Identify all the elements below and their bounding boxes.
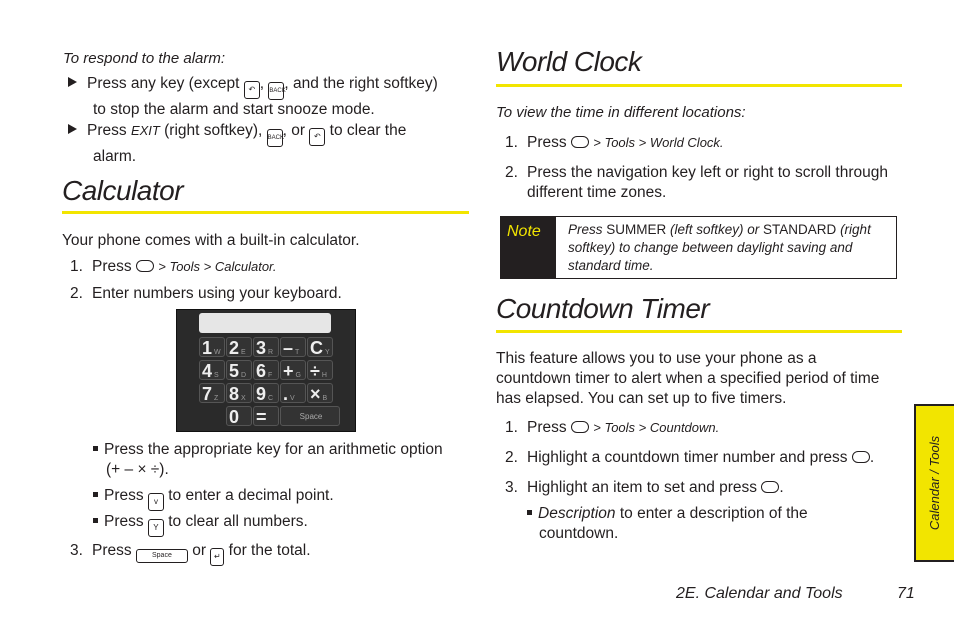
calc-key: 3 R	[253, 337, 279, 357]
y-key-icon: Y	[148, 519, 164, 537]
calc-key: ÷ H	[307, 360, 333, 380]
calc-step-2: 2. Enter numbers using your keyboard.	[70, 285, 342, 302]
calc-key: 9 C	[253, 383, 279, 403]
space-key-icon: Space	[136, 549, 188, 563]
page-number: 71	[897, 585, 915, 602]
footer-section: 2E. Calendar and Tools	[676, 585, 843, 602]
menu-key-icon	[761, 481, 779, 493]
calc-key: 2 E	[226, 337, 252, 357]
calc-bullet-3: Press Y to clear all numbers.	[93, 512, 308, 537]
heading-rule	[496, 330, 902, 333]
enter-key-icon: ↵	[210, 548, 224, 566]
menu-key-icon	[571, 136, 589, 148]
calc-key: C Y	[307, 337, 333, 357]
section-side-tab: Calendar / Tools	[914, 404, 954, 562]
calculator-display	[199, 313, 331, 333]
square-bullet-icon	[93, 518, 98, 523]
back-key-icon: BACK	[267, 129, 283, 147]
calc-key: 8 X	[226, 383, 252, 403]
calc-bullet-1: Press the appropriate key for an arithmetic option (+ – × ÷).	[93, 440, 473, 480]
world-clock-intro: To view the time in different locations:	[496, 104, 746, 121]
calc-key: Space	[280, 406, 340, 426]
triangle-bullet-icon	[68, 77, 77, 87]
note-label: Note	[501, 217, 556, 278]
alarm-intro: To respond to the alarm:	[63, 50, 226, 67]
v-key-icon: v	[148, 493, 164, 511]
ct-step-1: 1. Press > Tools > Countdown.	[505, 419, 720, 436]
square-bullet-icon	[93, 446, 98, 451]
heading-rule	[496, 84, 902, 87]
calc-intro: Your phone comes with a built-in calculator.	[62, 232, 360, 249]
calc-key: 1 W	[199, 337, 225, 357]
heading-rule	[62, 211, 469, 214]
calc-key: 4 S	[199, 360, 225, 380]
calculator-heading: Calculator	[62, 175, 184, 206]
calc-key: × B	[307, 383, 333, 403]
ct-step-2: 2. Highlight a countdown timer number and press .	[505, 449, 875, 466]
menu-key-icon	[852, 451, 870, 463]
ct-bullet: Description to enter a description of the countdown.	[527, 504, 897, 544]
calc-key: . V	[280, 383, 306, 403]
menu-key-icon	[136, 260, 154, 272]
calculator-keyboard-image	[176, 309, 356, 432]
end-key-icon: ↶	[244, 81, 260, 99]
square-bullet-icon	[527, 510, 532, 515]
end-key-icon: ↶	[309, 128, 325, 146]
calc-key: 0	[226, 406, 252, 426]
countdown-intro: This feature allows you to use your phone as a countdown timer to alert when a specified period of time has elapsed. You can set up to five timers.	[496, 350, 880, 407]
world-clock-heading: World Clock	[496, 46, 642, 77]
alarm-item-2: Press EXIT (right softkey), BACK, or ↶ to clear the alarm.	[68, 121, 468, 167]
back-key-icon: BACK	[268, 82, 284, 100]
calc-bullet-2: Press v to enter a decimal point.	[93, 486, 334, 511]
calc-step-3: 3. Press Space or ↵ for the total.	[70, 541, 311, 566]
wc-step-2: 2. Press the navigation key left or right to scroll through different time zones.	[505, 164, 888, 201]
square-bullet-icon	[93, 492, 98, 497]
triangle-bullet-icon	[68, 124, 77, 134]
calc-key: 6 F	[253, 360, 279, 380]
calc-step-1: 1. Press > Tools > Calculator.	[70, 258, 277, 275]
note-box	[500, 216, 897, 279]
note-text: Press SUMMER (left softkey) or STANDARD (right softkey) to change between daylight saving and standard time.	[568, 222, 871, 273]
countdown-timer-heading: Countdown Timer	[496, 293, 710, 324]
alarm-item-1: Press any key (except ↶ , BACK, and the right softkey) to stop the alarm and start snooze mode.	[68, 74, 468, 120]
wc-step-1: 1. Press > Tools > World Clock.	[505, 134, 724, 151]
calc-key: – T	[280, 337, 306, 357]
menu-key-icon	[571, 421, 589, 433]
calc-key: =	[253, 406, 279, 426]
ct-step-3: 3. Highlight an item to set and press .	[505, 479, 784, 496]
calc-key: 7 Z	[199, 383, 225, 403]
calc-key: 5 D	[226, 360, 252, 380]
calc-key: + G	[280, 360, 306, 380]
